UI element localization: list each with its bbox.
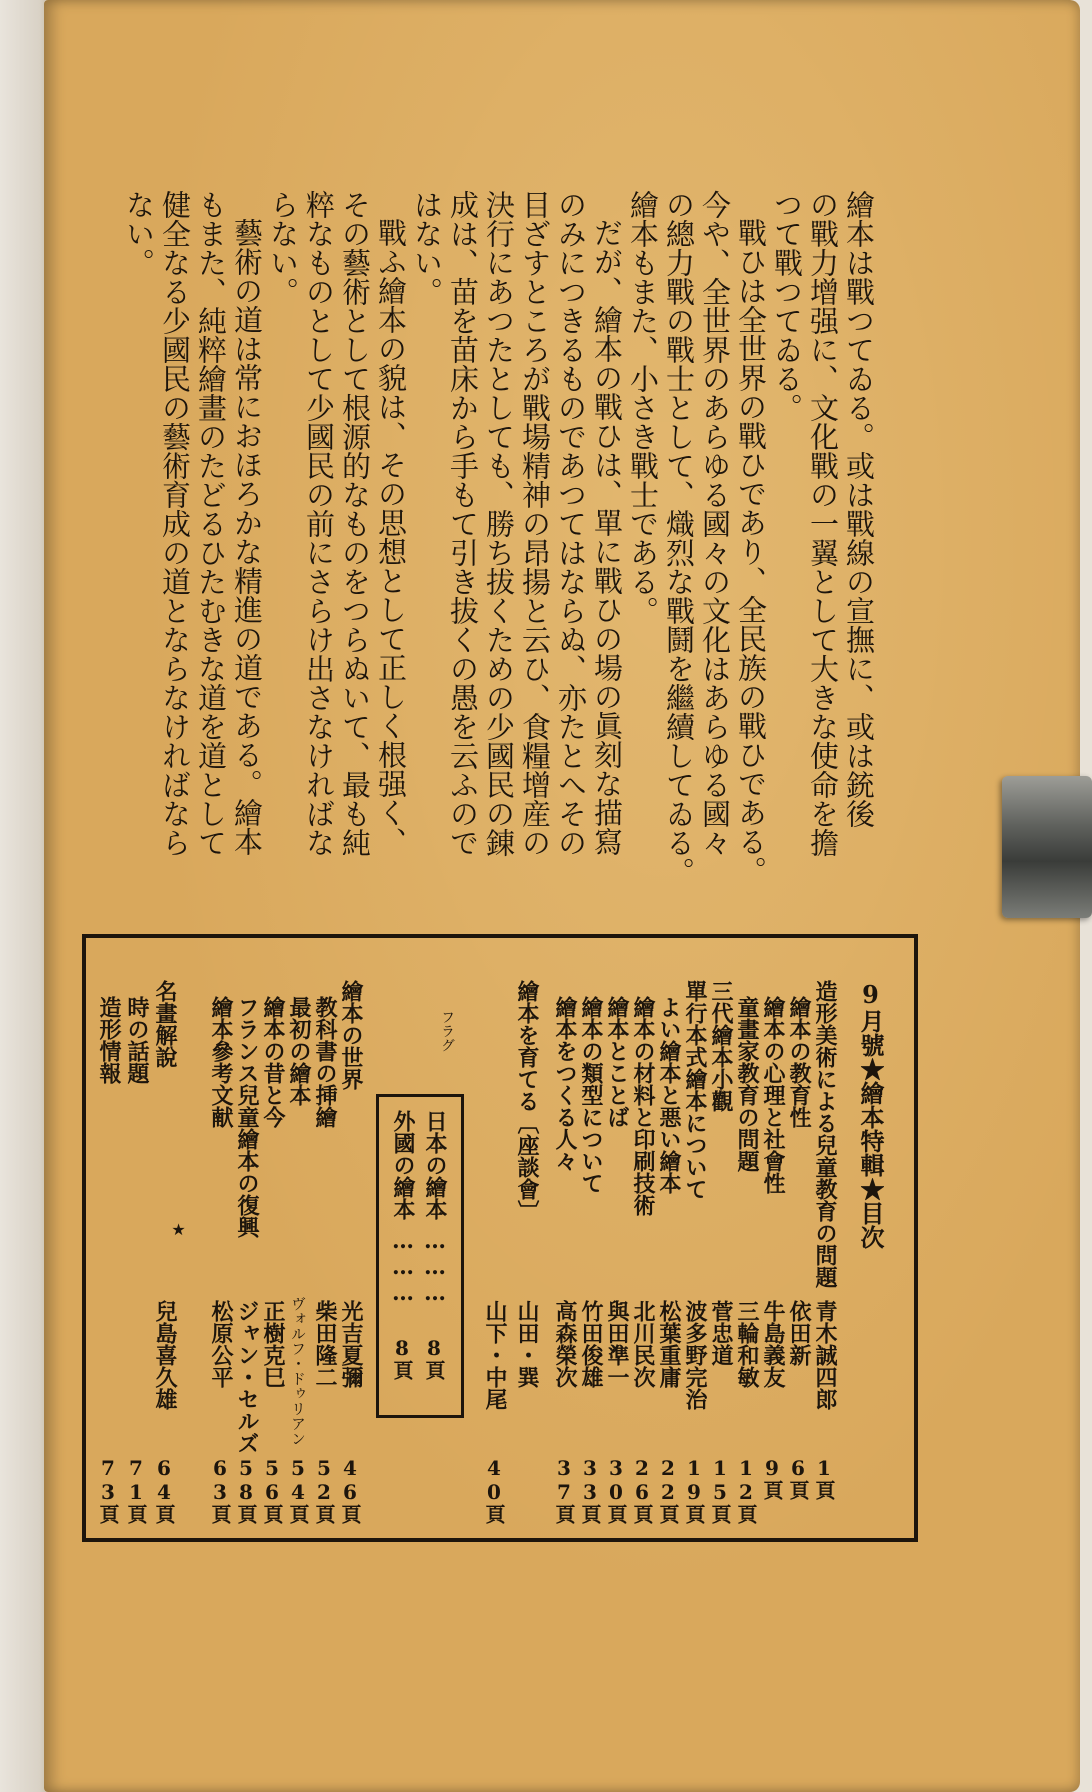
inner-entry-dots: ……… [390,1228,416,1306]
toc-entry-title: 繪本をつくる人々 [552,996,578,1172]
body-col-6: の總力戰の戰士として、熾烈な戰鬪を繼續してゐる。 [662,190,696,886]
toc-entry-author: 三輪和敏 [734,1300,760,1388]
toc-entry-author: 菅忠道 [708,1300,734,1366]
toc-entry-page: 1頁 [812,1456,836,1500]
body-col-9: のみにつきるものであつてはならぬ、亦たとへその [554,190,588,857]
body-col-7: 繪本もまた、小さき戰士である。 [626,190,660,625]
body-col-20: 健全なる少國民の藝術育成の道とならなければなら [158,190,192,857]
toc-entry-title: 教科書の挿繪 [312,996,338,1128]
toc-entry-page: 73頁 [96,1456,120,1524]
toc-entry-page: 52頁 [312,1456,336,1524]
toc-entry-title: フランス兒童繪本の復興 [234,996,260,1238]
toc-entry-title: 單行本式繪本について [682,980,708,1200]
toc-entry-author: ヴォルフ・ドゥリアン [289,1296,307,1446]
toc-entry-title: 名畫解說 [152,980,178,1068]
body-col-13: はない。 [410,190,444,306]
body-col-21: ない。 [122,190,156,277]
toc-entry-page: 15頁 [708,1456,732,1524]
toc-entry-title: 時の話題 [124,996,150,1084]
toc-entry-title: 繪本を育てる〔座談會〕 [514,980,540,1222]
toc-entry-page: 40頁 [482,1456,506,1524]
toc-entry-page: 56頁 [260,1456,284,1524]
toc-entry-page: 63頁 [208,1456,232,1524]
toc-entry-page: 6頁 [786,1456,810,1500]
toc-entry-author: 山下・中尾 [482,1300,508,1410]
body-col-11: 決行にあつたとしても、勝ち拔くための少國民の錬 [482,190,516,857]
toc-entry-author: ジャン・セルズ [234,1300,260,1454]
toc-entry-title: 繪本參考文献 [208,996,234,1128]
toc-entry-title: 童畫家教育の問題 [734,996,760,1172]
toc-entry-page: 54頁 [286,1456,310,1524]
toc-entry-title: 繪本の類型について [578,996,604,1194]
toc-entry-author: 與田準一 [604,1300,630,1388]
toc-entry-author: 竹田俊雄 [578,1300,604,1388]
body-col-2: の戰力增强に、文化戰の一翼として大きな使命を擔 [806,190,840,857]
body-col-15: その藝術として根源的なものをつらぬいて、最も純 [338,190,372,857]
body-col-8: だが、繪本の戰ひは、單に戰ひの場の眞刻な描寫 [590,218,624,856]
toc-entry-page: 9頁 [760,1456,784,1500]
toc-entry-page: 46頁 [338,1456,362,1524]
body-col-10: 目ざすところが戰場精神の昂揚と云ひ、食糧增産の [518,190,552,857]
toc-entry-title: 三代繪本小觀 [708,980,734,1112]
toc-entry-page: 71頁 [124,1456,148,1524]
toc-entry-title: 最初の繪本 [286,996,312,1106]
inner-entry-page: 8頁 [422,1336,446,1380]
body-col-3: つて戰つてゐる。 [770,190,804,422]
toc-entry-author: 高森榮次 [552,1300,578,1388]
toc-entry-page: 30頁 [604,1456,628,1524]
toc-entry-title: 造形情報 [96,996,122,1084]
inner-entry-dots: ……… [422,1228,448,1306]
toc-entry-page: 58頁 [234,1456,258,1524]
inner-entry-page: 8頁 [390,1336,414,1380]
body-col-19: もまた、純粹繪畫のたどるひたむきな道を道として [194,190,228,857]
toc-entry-title: 繪本の材料と印刷技術 [630,996,656,1216]
toc-entry-page: 33頁 [578,1456,602,1524]
toc-entry-page: 64頁 [152,1456,176,1524]
body-col-18: 藝術の道は常におほろかな精進の道である。繪本 [230,218,264,856]
toc-entry-author: 青木誠四郎 [812,1300,838,1410]
toc-entry-title: 繪本とことば [604,996,630,1128]
toc-entry-author: 兒島喜久雄 [152,1300,178,1410]
toc-entry-author: 依田新 [786,1300,812,1366]
binder-clip [1002,776,1092,918]
toc-entry-page: 37頁 [552,1456,576,1524]
toc-entry-author: 山田・巽 [514,1300,540,1388]
toc-entry-title: 造形美術による兒童教育の問題 [812,980,838,1288]
toc-entry-title: 繪本の昔と今 [260,996,286,1128]
toc-entry-page: 12頁 [734,1456,758,1524]
toc-entry-title: よい繪本と悪い繪本 [656,996,682,1194]
toc-entry-author: 波多野完治 [682,1300,708,1410]
body-col-4: 戰ひは全世界の戰ひであり、全民族の戰ひである。 [734,218,768,885]
inner-entry-title: 外國の繪本 [390,1110,416,1220]
furigana-note: フラグ [439,1010,455,1052]
toc-entry-title: 繪本の心理と社會性 [760,996,786,1194]
toc-entry-author: 松原公平 [208,1300,234,1388]
body-col-1: 繪本は戰つてゐる。或は戰線の宣撫に、或は銃後 [842,190,876,828]
star-icon: ★ [169,1220,188,1239]
toc-header: 9月號★繪本特輯★目次 [856,980,885,1249]
toc-entry-page: 22頁 [656,1456,680,1524]
toc-entry-author: 松葉重庸 [656,1300,682,1388]
body-col-16: 粹なものとして少國民の前にさらけ出さなければな [302,190,336,857]
toc-entry-author: 光吉夏彌 [338,1300,364,1388]
inner-entry-title: 日本の繪本 [422,1110,448,1220]
body-col-12: 成は、苗を苗床から手もて引き拔くの愚を云ふので [446,190,480,857]
toc-entry-author: 牛島義友 [760,1300,786,1388]
body-col-17: らない。 [266,190,300,306]
toc-entry-title: 繪本の教育性 [786,996,812,1128]
toc-entry-page: 19頁 [682,1456,706,1524]
toc-entry-title: 繪本の世界 [338,980,364,1090]
toc-entry-author: 北川民次 [630,1300,656,1388]
toc-entry-author: 柴田隆二 [312,1300,338,1388]
body-col-5: 今や、全世界のあらゆる國々の文化はあらゆる國々 [698,190,732,857]
toc-entry-author: 正樹克巳 [260,1300,286,1388]
toc-entry-page: 26頁 [630,1456,654,1524]
body-col-14: 戰ふ繪本の貌は、その思想として正しく根强く、 [374,218,408,856]
